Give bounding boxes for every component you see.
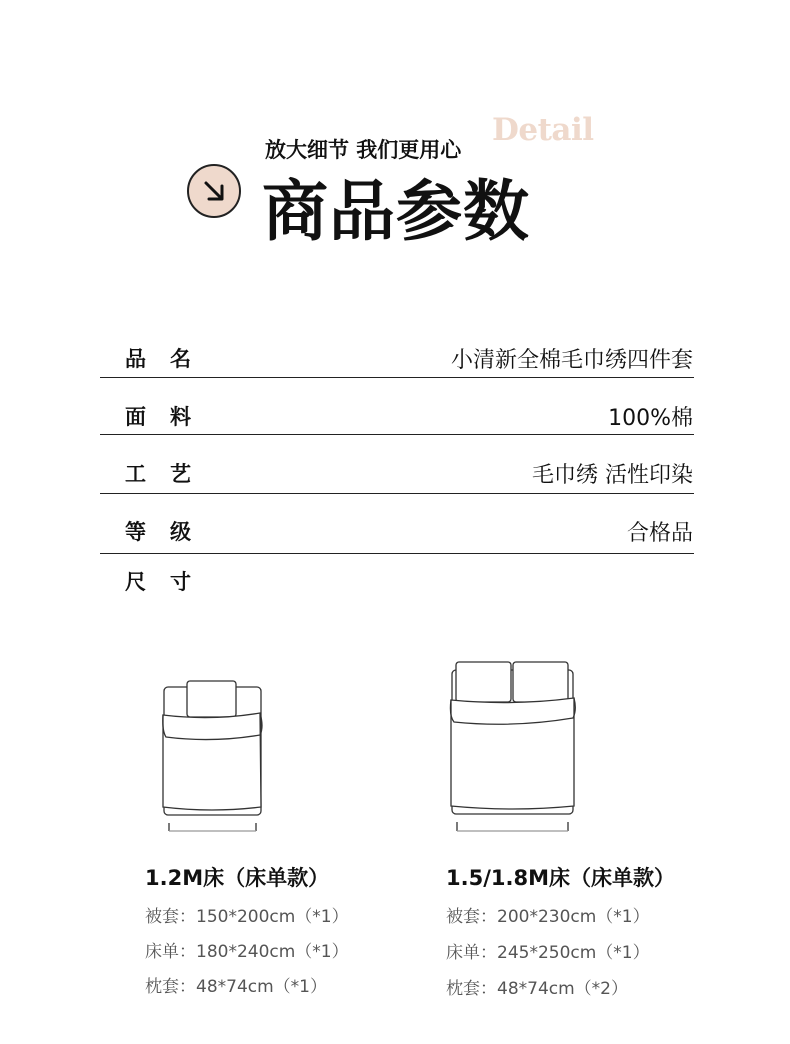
bed-title-double: 1.5/1.8M床（床单款） [446, 866, 675, 890]
bed-spec-line: 枕套：48*74cm（*2） [446, 979, 628, 999]
detail-wordmark: Detail [492, 112, 594, 148]
bed-spec-line: 床单：180*240cm（*1） [145, 942, 349, 962]
param-value-fabric: 100%棉 [608, 406, 693, 431]
param-label-craft: 工艺 [125, 462, 215, 486]
param-label-fabric: 面料 [125, 405, 215, 429]
divider [100, 493, 694, 494]
param-value-grade: 合格品 [626, 521, 693, 546]
bed-spec-line: 枕套：48*74cm（*1） [145, 977, 327, 997]
bed-spec-line: 床单：245*250cm（*1） [446, 943, 650, 963]
param-label-name: 品名 [125, 347, 215, 371]
bed-spec-line: 被套：150*200cm（*1） [145, 907, 349, 927]
header-subtitle: 放大细节 我们更用心 [265, 138, 462, 162]
param-label-grade: 等级 [125, 520, 215, 544]
param-label-size: 尺寸 [125, 570, 215, 594]
param-value-craft: 毛巾绣 活性印染 [532, 463, 693, 488]
param-value-name: 小清新全棉毛巾绣四件套 [450, 348, 693, 373]
arrow-down-right-icon [187, 164, 241, 218]
divider [100, 553, 694, 554]
bed-title-single: 1.2M床（床单款） [145, 866, 330, 890]
double-bed-icon [447, 660, 579, 836]
bed-spec-line: 被套：200*230cm（*1） [446, 907, 650, 927]
divider [100, 377, 694, 378]
divider [100, 434, 694, 435]
single-bed-icon [160, 675, 266, 837]
page-title: 商品参数 [262, 173, 530, 250]
